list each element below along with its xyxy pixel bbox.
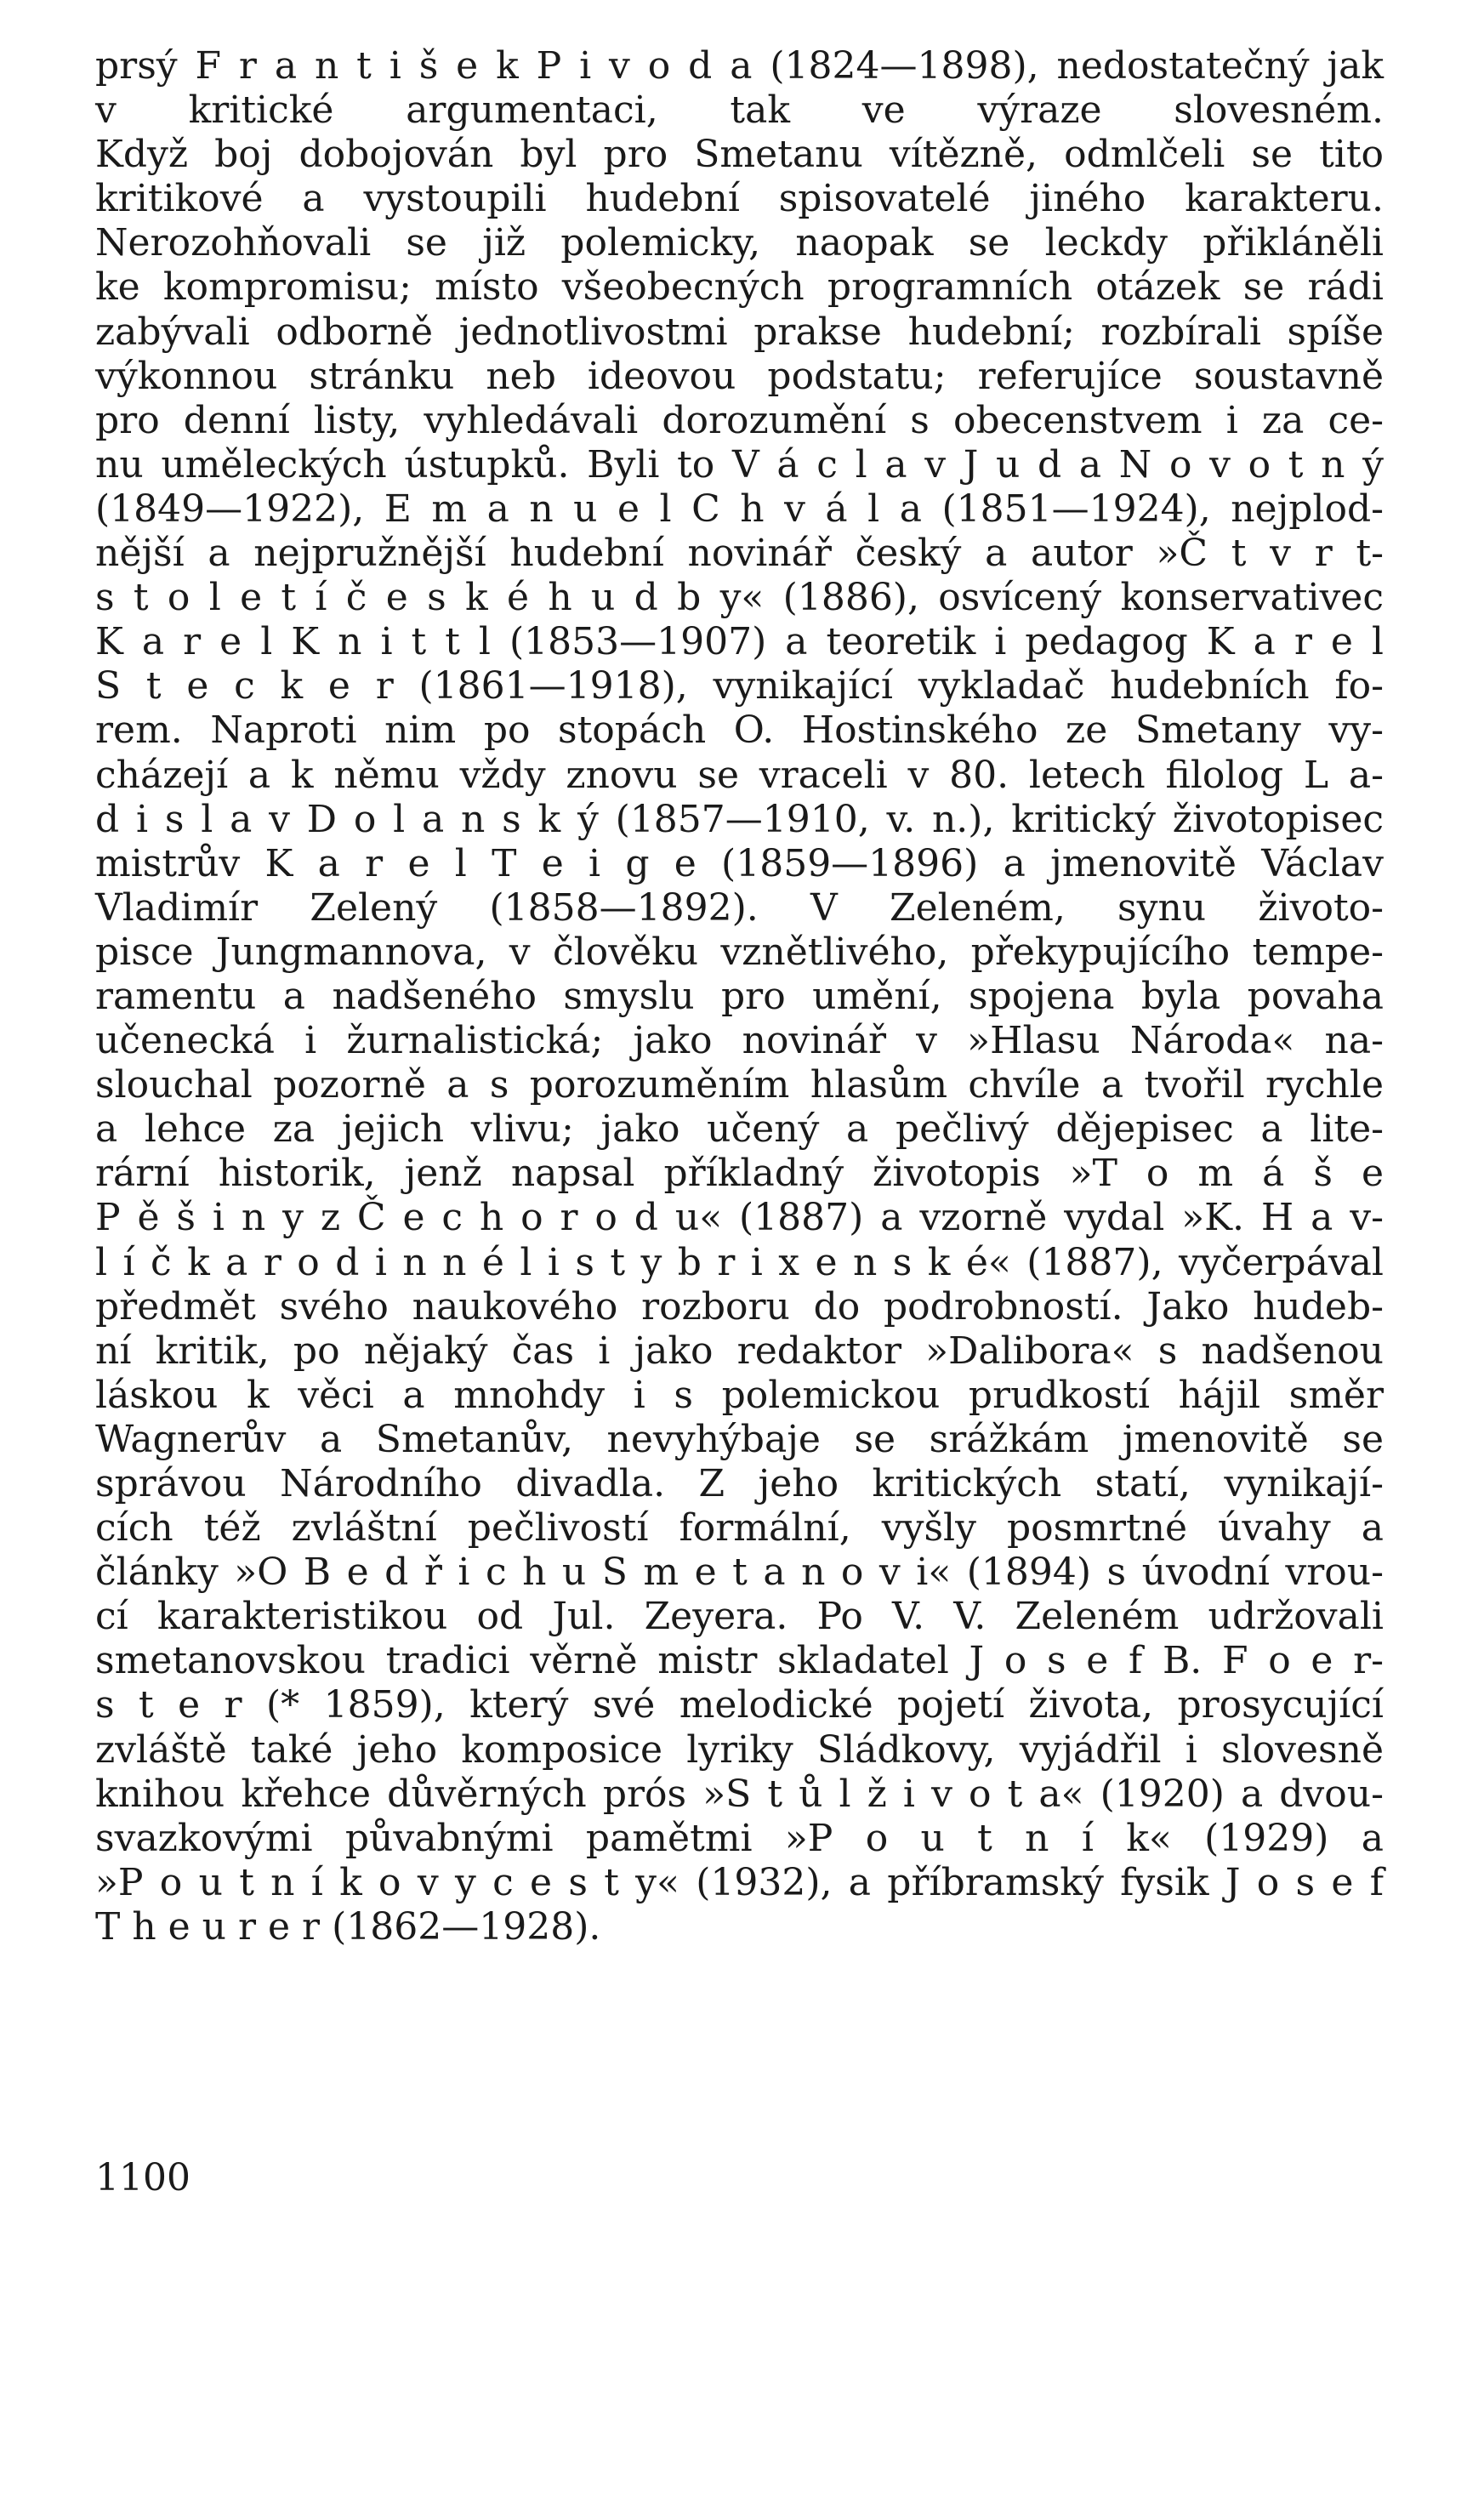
text-line: d i s l a v D o l a n s k ý (1857—1910, v. n.), kritický životopisec (95, 797, 1384, 841)
text-line: T h e u r e r (1862—1928). (95, 1904, 601, 1949)
text-line: l í č k a r o d i n n é l i s t y b r i x e n s k é« (1887), vyčerpával (95, 1240, 1384, 1284)
text-line: S t e c k e r (1861—1918), vynikající vykladač hudebních fo- (95, 664, 1384, 708)
text-line: zabývali odborně jednotlivostmi prakse hudební; rozbírali spíše (95, 310, 1384, 354)
text-line: předmět svého naukového rozboru do podrobností. Jako hudeb- (95, 1284, 1384, 1329)
text-line: zvláště také jeho komposice lyriky Sládkovy, vyjádřil i slovesně (95, 1727, 1384, 1772)
text-line: s t e r (* 1859), který své melodické pojetí života, prosycující (95, 1683, 1384, 1727)
text-line: »P o u t n í k o v y c e s t y« (1932), a příbramský fysik J o s e f (95, 1860, 1384, 1904)
body-text (95, 44, 1384, 1949)
text-line: prsý F r a n t i š e k P i v o d a (1824—1898), nedostatečný jak (95, 44, 1384, 88)
text-line: K a r e l K n i t t l (1853—1907) a teoretik i pedagog K a r e l (95, 620, 1384, 664)
text-line: články »O B e d ř i c h u S m e t a n o v i« (1894) s úvodní vrou- (95, 1551, 1384, 1595)
text-line: slouchal pozorně a s porozuměním hlasům chvíle a tvořil rychle (95, 1063, 1384, 1107)
text-line: P ě š i n y z Č e c h o r o d u« (1887) a vzorně vydal »K. H a v- (95, 1196, 1384, 1240)
text-line: Wagnerův a Smetanův, nevyhýbaje se srážkám jmenovitě se (95, 1417, 1384, 1461)
text-line: pisce Jungmannova, v člověku vznětlivého, překypujícího tempe- (95, 930, 1384, 974)
text-line: cházejí a k němu vždy znovu se vraceli v 80. letech filolog L a- (95, 753, 1384, 797)
page-number: 1100 (95, 2156, 190, 2199)
text-line: mistrův K a r e l T e i g e (1859—1896) a jmenovitě Václav (95, 841, 1384, 885)
text-line: smetanovskou tradici věrně mistr skladatel J o s e f B. F o e r- (95, 1639, 1384, 1683)
text-line: nu uměleckých ústupků. Byli to V á c l a v J u d a N o v o t n ý (95, 442, 1384, 486)
text-line: pro denní listy, vyhledávali dorozumění s obecenstvem i za ce- (95, 398, 1384, 442)
text-line: s t o l e t í č e s k é h u d b y« (1886), osvícený konservativec (95, 576, 1384, 620)
text-line: ke kompromisu; místo všeobecných programních otázek se rádi (95, 265, 1384, 310)
text-line: Vladimír Zelený (1858—1892). V Zeleném, synu životo- (95, 885, 1384, 930)
text-line: a lehce za jejich vlivu; jako učený a pečlivý dějepisec a lite- (95, 1107, 1384, 1152)
text-line: učenecká i žurnalistická; jako novinář v »Hlasu Národa« na- (95, 1019, 1384, 1063)
text-line: láskou k věci a mnohdy i s polemickou prudkostí hájil směr (95, 1373, 1384, 1417)
text-line: ramentu a nadšeného smyslu pro umění, spojena byla povaha (95, 974, 1384, 1018)
text-line: (1849—1922), E m a n u e l C h v á l a (1851—1924), nejplod- (95, 486, 1384, 531)
text-line: v kritické argumentaci, tak ve výraze slovesném. (95, 88, 1384, 133)
text-line: správou Národního divadla. Z jeho kritických statí, vynikají- (95, 1462, 1384, 1505)
text-line: nější a nejpružnější hudební novinář český a autor »Č t v r t- (95, 532, 1384, 576)
text-line: knihou křehce důvěrných prós »S t ů l ž i v o t a« (1920) a dvou- (95, 1772, 1384, 1816)
text-line: kritikové a vystoupili hudební spisovatelé jiného karakteru. (95, 177, 1384, 221)
text-line: Nerozohňovali se již polemicky, naopak se leckdy přikláněli (95, 221, 1384, 265)
text-line: rární historik, jenž napsal příkladný životopis »T o m á š e (95, 1152, 1384, 1196)
text-line: Když boj dobojován byl pro Smetanu vítězně, odmlčeli se tito (95, 133, 1384, 177)
text-line: svazkovými půvabnými pamětmi »P o u t n í k« (1929) a (95, 1816, 1384, 1860)
text-line: výkonnou stránku neb ideovou podstatu; referujíce soustavně (95, 354, 1384, 398)
text-line: cích též zvláštní pečlivostí formální, vyšly posmrtné úvahy a (95, 1506, 1384, 1551)
text-line: cí karakteristikou od Jul. Zeyera. Po V. V. Zeleném udržovali (95, 1595, 1384, 1639)
text-line: rem. Naproti nim po stopách O. Hostinského ze Smetany vy- (95, 708, 1384, 753)
text-line: ní kritik, po nějaký čas i jako redaktor »Dalibora« s nadšenou (95, 1329, 1384, 1373)
